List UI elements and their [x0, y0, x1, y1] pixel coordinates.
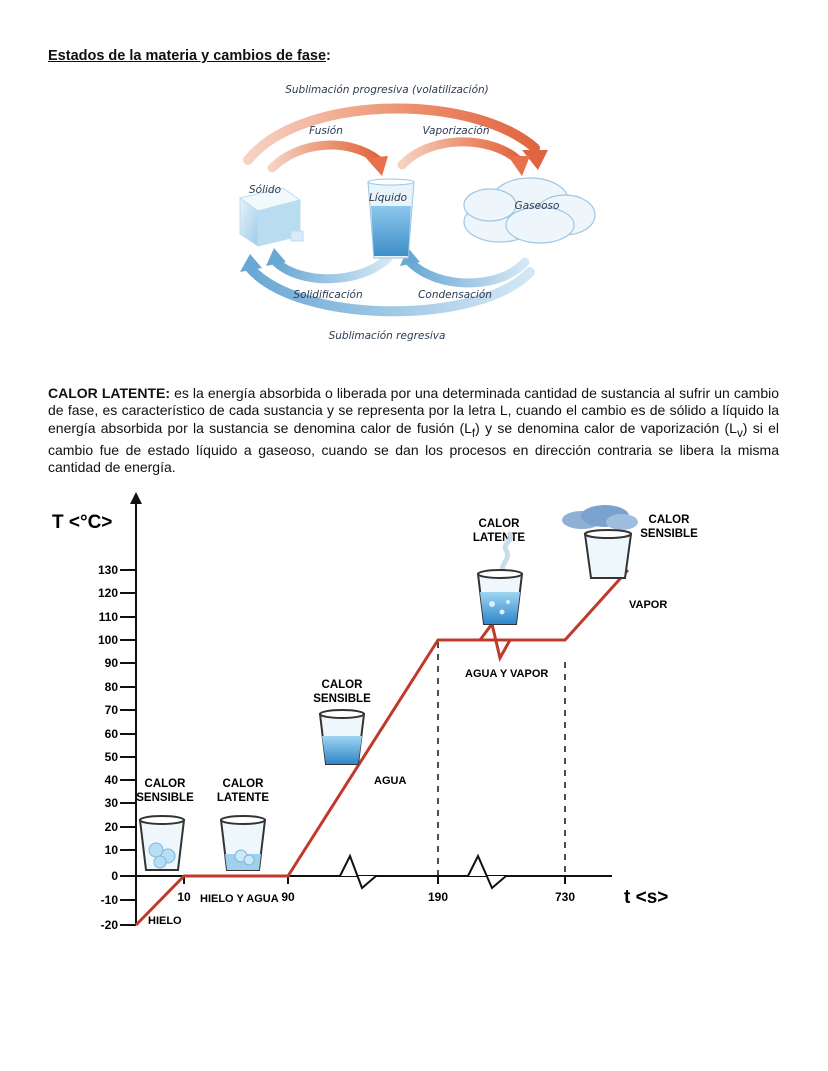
latent-heat-paragraph: CALOR LATENTE: es la energía absorbida o liberada por una determinada cantidad de sustancia al sufrir un cambio de fase, es característico de cada sustancia y se representa por la letra L, cuando el cambio es de sólido a líquido la energía absorbida por la sustancia se denomina calor de fusión $(L_f)$ y se denomina calor de vaporización $(L_v)$ si el cambio fue de estado líquido a gaseoso, cuando se dan los procesos en dirección contraria se libera la misma cantidad de energía.	[48, 385, 780, 476]
glass-empty-icon	[585, 530, 631, 578]
y-tick-label: -10	[100, 893, 118, 907]
heating-curve-line	[136, 570, 628, 925]
condensacion-label: Condensación	[418, 289, 492, 301]
glass-water-icon	[320, 710, 364, 764]
glass-boiling-icon	[478, 534, 522, 624]
x-tick-label: 10	[177, 890, 191, 904]
condensacion-arrow	[410, 262, 525, 283]
calor-latente-2-line1: CALOR	[478, 518, 520, 530]
y-tick-label: 20	[104, 820, 118, 834]
sublimacion-progresiva-label: Sublimación progresiva (volatilización)	[285, 84, 489, 96]
heating-curve-chart	[0, 480, 828, 940]
x-axis-label: t <s>	[624, 887, 669, 908]
y-tick-label: 130	[97, 563, 118, 577]
agua-label: AGUA	[374, 775, 407, 787]
ice-cube-icon	[240, 188, 303, 246]
x-axis-break-1	[340, 856, 376, 888]
hielo-agua-label: HIELO Y AGUA	[200, 893, 279, 905]
hielo-label: HIELO	[148, 915, 182, 927]
y-tick-label: 80	[104, 680, 118, 694]
solido-label: Sólido	[248, 184, 282, 196]
vapor-label: VAPOR	[629, 599, 668, 611]
fusion-arrow	[272, 145, 378, 168]
y-tick-label: 0	[111, 869, 118, 883]
vaporizacion-arrow	[402, 142, 518, 165]
y-tick-label: 30	[104, 796, 118, 810]
y-tick-label: 50	[104, 750, 118, 764]
calor-sensible-1-line2: SENSIBLE	[136, 792, 194, 804]
calor-latente-1-line2: LATENTE	[216, 792, 270, 804]
fusion-label: Fusión	[309, 125, 343, 137]
calor-sensible-2-line2: SENSIBLE	[313, 693, 371, 705]
calor-latente-2-line2: LATENTE	[472, 532, 526, 544]
water-glass-icon	[368, 179, 414, 258]
y-axis-label: T <°C>	[52, 512, 113, 533]
x-tick-label: 90	[281, 890, 295, 904]
y-tick-label: 70	[104, 703, 118, 717]
y-tick-label: 110	[98, 610, 118, 624]
y-tick-label: 40	[104, 773, 118, 787]
calor-sensible-2-line1: CALOR	[321, 679, 363, 691]
calor-sensible-1-line1: CALOR	[144, 778, 186, 790]
vaporizacion-label: Vaporización	[422, 125, 490, 137]
phase-change-diagram	[0, 0, 828, 360]
cloud-vapor-icon	[562, 505, 638, 530]
sublimacion-regresiva-label: Sublimación regresiva	[328, 330, 446, 342]
page-title: Estados de la materia y cambios de fase:	[48, 48, 331, 64]
y-tick-label: 60	[104, 727, 118, 741]
glass-ice-icon	[140, 816, 184, 870]
calor-latente-1-line1: CALOR	[222, 778, 264, 790]
y-tick-label: 90	[104, 656, 118, 670]
y-tick-label: 100	[97, 633, 118, 647]
solidificacion-label: Solidificación	[293, 289, 363, 301]
calor-sensible-3-line2: SENSIBLE	[640, 528, 698, 540]
calor-sensible-3-line1: CALOR	[648, 514, 690, 526]
latent-heat-heading: CALOR LATENTE:	[48, 385, 171, 401]
y-tick-label: 120	[97, 586, 118, 600]
x-axis-break-2	[468, 856, 506, 888]
x-tick-label: 190	[427, 890, 449, 904]
glass-ice-water-icon	[221, 816, 265, 870]
x-tick-label: 730	[554, 890, 576, 904]
y-tick-label: -20	[100, 918, 118, 932]
agua-vapor-label: AGUA Y VAPOR	[465, 668, 549, 680]
solidificacion-arrow	[276, 258, 388, 279]
y-tick-label: 10	[104, 843, 118, 857]
liquido-label: Líquido	[368, 192, 408, 204]
gaseoso-label: Gaseoso	[514, 200, 560, 212]
